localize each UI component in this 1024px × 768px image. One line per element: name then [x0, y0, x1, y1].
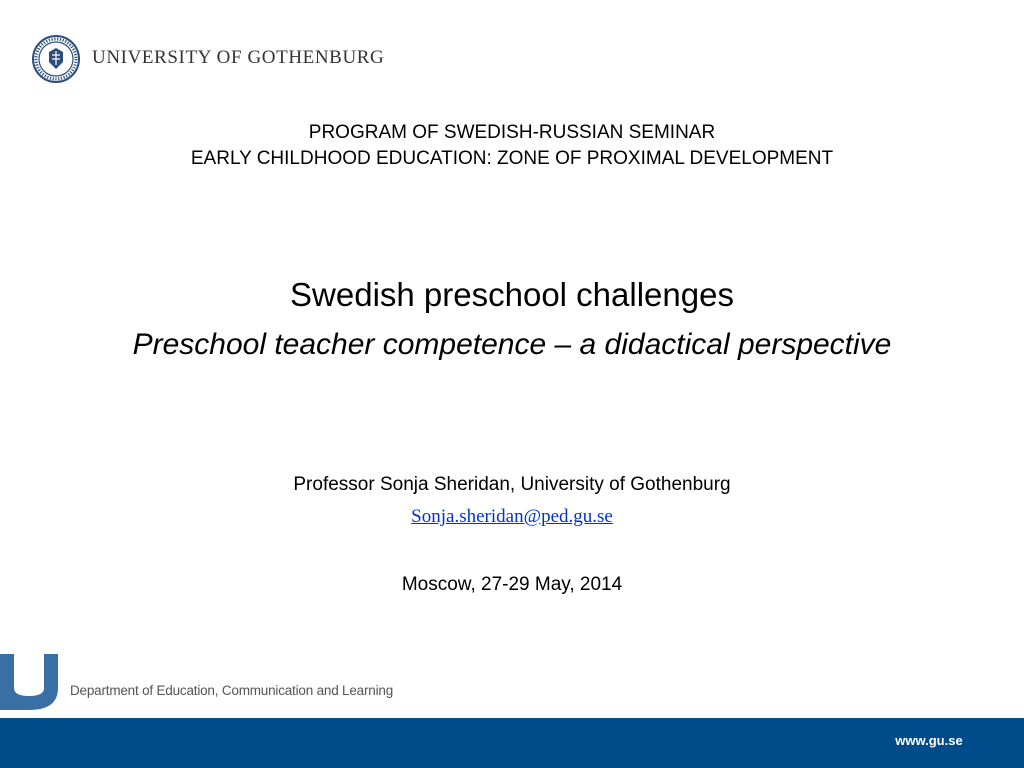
slide-title: Swedish preschool challenges: [290, 276, 734, 313]
program-line-2: EARLY CHILDHOOD EDUCATION: ZONE OF PROXIMAL DEVELOPMENT: [190, 148, 834, 169]
email-line: [0, 506, 1024, 528]
presenter-name: Professor Sonja Sheridan, University of Gothenburg: [293, 474, 731, 495]
footer-url[interactable]: www.gu.se: [895, 733, 963, 748]
location-date: Moscow, 27-29 May, 2014: [401, 574, 623, 595]
university-seal-icon: [31, 34, 81, 84]
university-name: UNIVERSITY OF GOTHENBURG: [92, 47, 385, 68]
program-line-1: PROGRAM OF SWEDISH-RUSSIAN SEMINAR: [308, 122, 716, 143]
department-name: Department of Education, Communication and Learning: [70, 683, 393, 698]
department-u-logo-icon: [0, 654, 60, 710]
slide-subtitle: Preschool teacher competence – a didactical perspective: [132, 328, 892, 361]
email-link[interactable]: Sonja.sheridan@ped.gu.se: [411, 506, 613, 527]
program-heading: [0, 120, 1024, 172]
footer-bar: [0, 718, 1024, 768]
